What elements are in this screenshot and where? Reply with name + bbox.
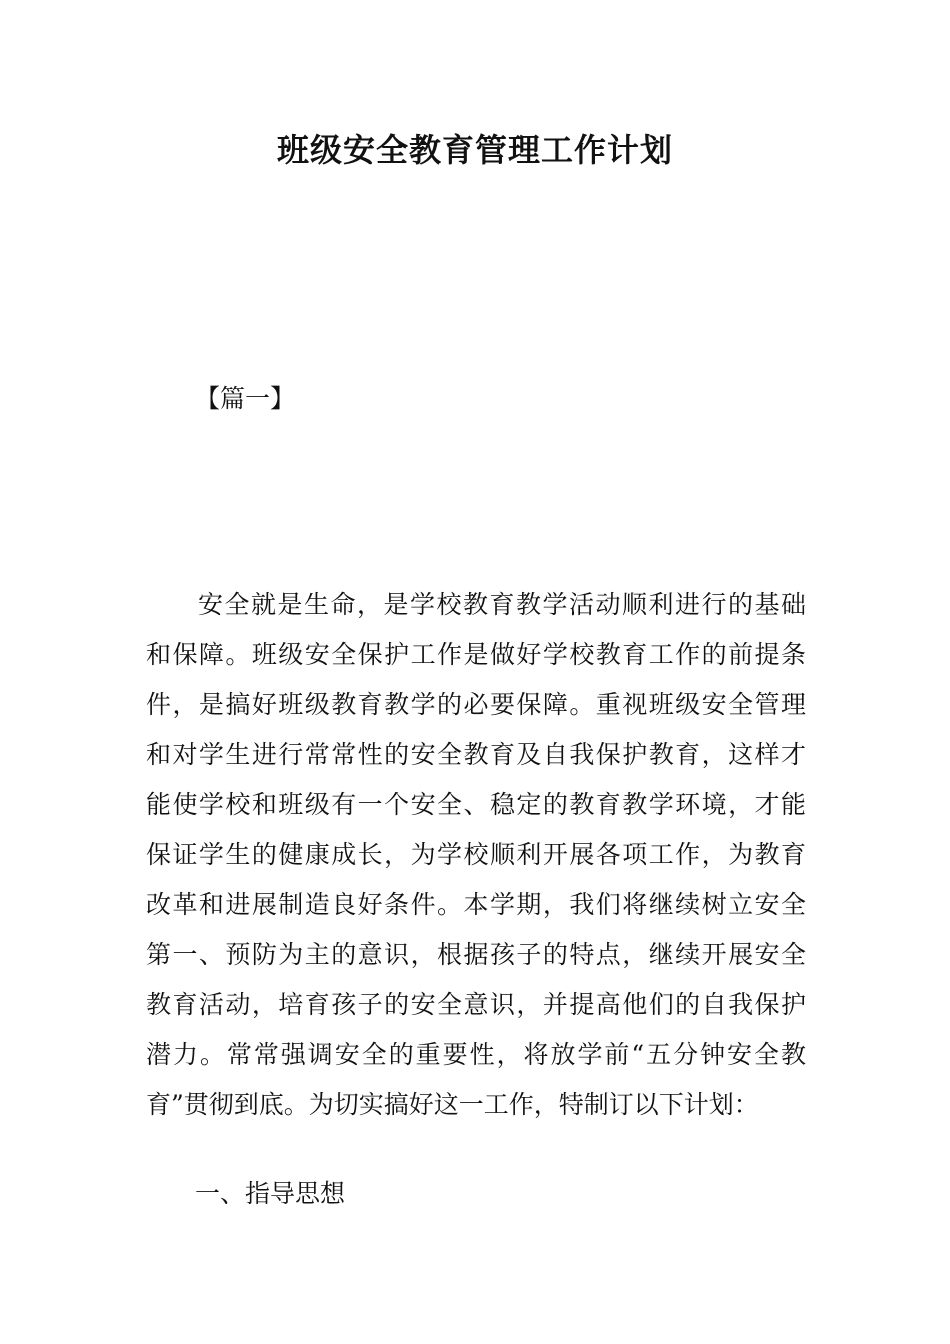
paragraph-line: 安全就是生命，是学校教育教学活动顺利进行的基础 xyxy=(198,590,806,619)
paragraph-line: 和保障。班级安全保护工作是做好学校教育工作的前提条 xyxy=(146,640,806,669)
section-heading: 一、指导思想 xyxy=(195,1179,346,1208)
section-tag: 【篇一】 xyxy=(195,384,296,413)
paragraph-line: 改革和进展制造良好条件。本学期，我们将继续树立安全 xyxy=(146,890,806,919)
paragraph-line: 和对学生进行常常性的安全教育及自我保护教育，这样才 xyxy=(146,740,806,769)
body-paragraph xyxy=(146,580,806,1130)
paragraph-line: 保证学生的健康成长，为学校顺利开展各项工作，为教育 xyxy=(146,840,806,869)
paragraph-line: 潜力。常常强调安全的重要性，将放学前“五分钟安全教 xyxy=(146,1040,806,1069)
paragraph-line: 育”贯彻到底。为切实搞好这一工作，特制订以下计划： xyxy=(146,1090,759,1119)
paragraph-line: 教育活动，培育孩子的安全意识，并提高他们的自我保护 xyxy=(146,990,806,1019)
paragraph-line: 第一、预防为主的意识，根据孩子的特点，继续开展安全 xyxy=(146,940,806,969)
document-title: 班级安全教育管理工作计划 xyxy=(276,131,673,169)
paragraph-line: 件，是搞好班级教育教学的必要保障。重视班级安全管理 xyxy=(146,690,806,719)
paragraph-line: 能使学校和班级有一个安全、稳定的教育教学环境，才能 xyxy=(146,790,806,819)
